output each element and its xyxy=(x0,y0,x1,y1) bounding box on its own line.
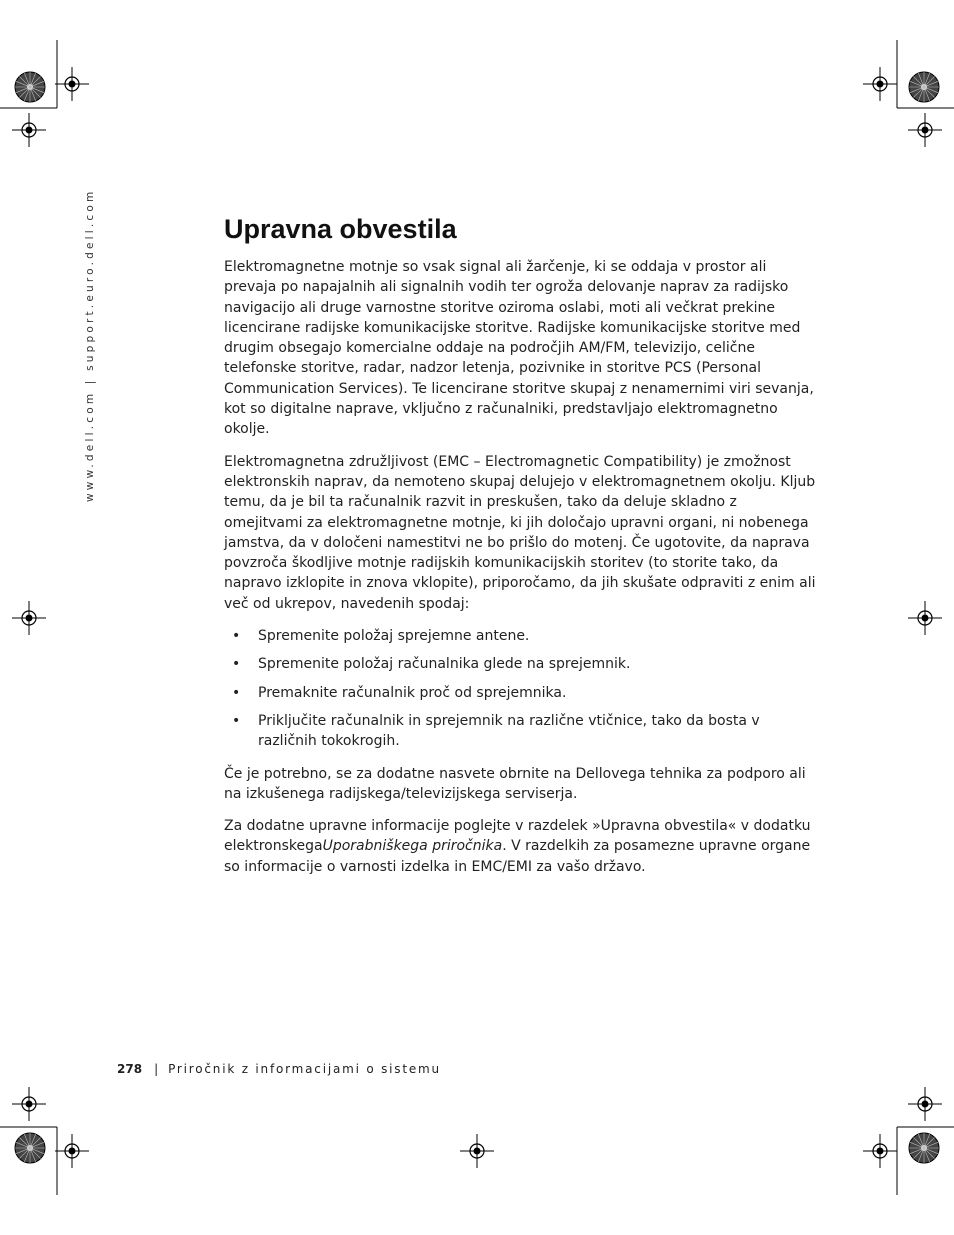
paragraph-emc: Elektromagnetna združljivost (EMC – Electromagnetic Compatibility) je zmožnost elektronskih naprav, da nemoteno skupaj delujejo v elektromagnetnem okolju. Kljub temu, da je bil ta računalnik razvit in preskušen, tako da deluje skladno z omejitvami za elektromagnetne motnje, ki jih določajo upravni organi, ni nobenega jamstva, da v določeni namestitvi ne bo prišlo do motenj. Če ugotovite, da naprava povzroča škodljive motnje radijskih komunikacijskih storitev (to storite tako, da napravo izklopite in znova vklopite), priporočamo, da jih skušate odpraviti z enim ali več od ukrepov, navedenih spodaj: xyxy=(224,453,816,612)
paragraph-support: Če je potrebno, se za dodatne nasvete obrnite na Dellovega tehnika za podporo ali na izkušenega radijskega/televizijskega serviserja. xyxy=(224,765,806,802)
footer-separator: | xyxy=(154,1062,159,1076)
list-item-text: Priključite računalnik in sprejemnik na različne vtičnice, tako da bosta v različnih tokokrogih. xyxy=(258,712,760,750)
list-item xyxy=(224,626,816,646)
list-item-text: Premaknite računalnik proč od sprejemnika. xyxy=(258,684,567,701)
page-footer xyxy=(117,1062,441,1076)
page-number: 278 xyxy=(117,1062,143,1076)
measures-list xyxy=(224,626,816,751)
list-item xyxy=(224,654,816,674)
page-title: Upravna obvestila xyxy=(224,214,457,244)
closing-text-after: . V razdelkih za posamezne upravne organe so informacije o varnosti izdelka in EMC/EMI za vašo državo. xyxy=(224,838,811,875)
main-content xyxy=(224,257,816,889)
side-url: www.dell.com | support.euro.dell.com xyxy=(84,188,96,502)
bullet-icon: • xyxy=(232,656,241,673)
list-item xyxy=(224,683,816,703)
paragraph-emi: Elektromagnetne motnje so vsak signal ali žarčenje, ki se oddaja v prostor ali prevaja po napajalnih ali signalnih vodih ter ogroža delovanje naprav za radijsko navigacijo ali druge varnostne storitve oziroma oslabi, moti ali večkrat prekine licencirane radijske komunikacijske storitve. Radijske komunikacijske storitve med drugim obsegajo komercialne oddaje na področjih AM/FM, televizijo, celične telefonske storitve, radar, nadzor letenja, pozivnike in storitve PCS (Personal Communication Services). Te licencirane storitve skupaj z nenamernimi viri sevanja, kot so digitalne naprave, vključno z računalniki, predstavljajo elektromagnetno okolje. xyxy=(224,259,814,438)
bullet-icon: • xyxy=(232,712,241,729)
bullet-icon: • xyxy=(232,628,241,645)
list-item-text: Spremenite položaj sprejemne antene. xyxy=(258,628,530,645)
book-title: Priročnik z informacijami o sistemu xyxy=(168,1062,441,1076)
manual-title: Uporabniškega priročnika xyxy=(322,838,503,855)
paragraph-closing xyxy=(224,816,816,877)
list-item-text: Spremenite položaj računalnika glede na sprejemnik. xyxy=(258,656,631,673)
bullet-icon: • xyxy=(232,684,241,701)
list-item xyxy=(224,711,816,752)
closing-text-before: Za dodatne upravne informacije poglejte v razdelek »Upravna obvestila« v dodatku elektronskega xyxy=(224,818,811,855)
